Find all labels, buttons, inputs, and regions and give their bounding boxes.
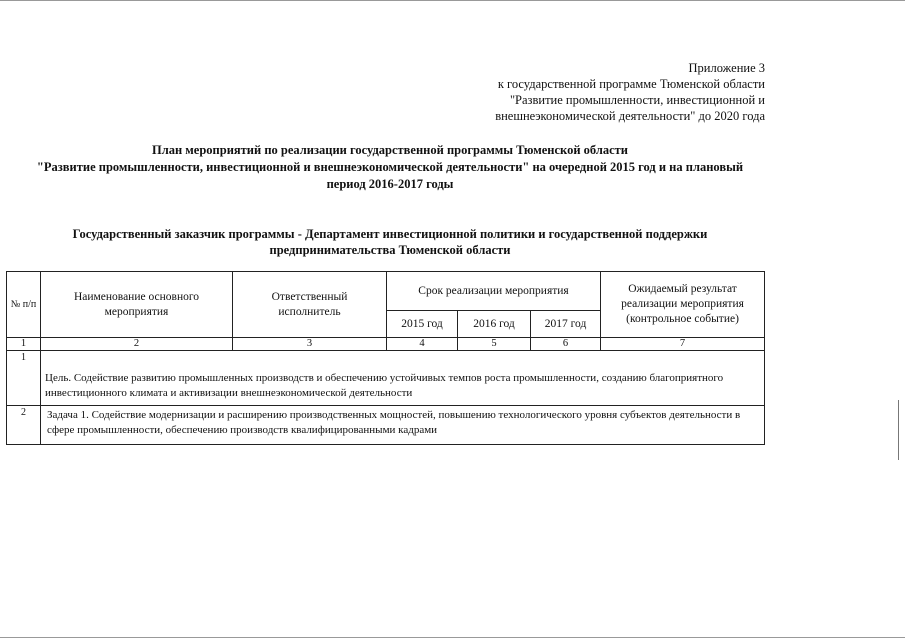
scan-mark-right (898, 400, 899, 460)
appendix-note (435, 60, 765, 124)
column-index: 6 (531, 338, 601, 351)
column-index: 3 (233, 338, 387, 351)
header-year-2016: 2016 год (458, 311, 531, 338)
header-period: Срок реализации мероприятия (387, 272, 601, 311)
goal-text: Цель. Содействие развитию промышленных производств и обеспечению устойчивых темпов роста промышленности, созданию благоприятного инвестиционного климата и активизации внешнеэкономической деятельности (41, 351, 765, 406)
column-index: 2 (41, 338, 233, 351)
header-result: Ожидаемый результат реализации мероприятия (контрольное событие) (601, 272, 765, 338)
row-number: 1 (7, 351, 41, 406)
header-year-2017: 2017 год (531, 311, 601, 338)
row-number: 2 (7, 406, 41, 445)
column-index-row (7, 338, 765, 351)
table-row (7, 351, 765, 406)
plan-table (6, 271, 765, 445)
program-customer-line-2: предпринимательства Тюменской области (269, 243, 511, 257)
column-index: 1 (7, 338, 41, 351)
appendix-line-2: к государственной программе Тюменской области (497, 77, 765, 91)
task-text: Задача 1. Содействие модернизации и расширению производственных мощностей, повышению технологического уровня субъектов деятельности в сфере промышленности, обеспечению производств квалифицированными кадрами (41, 406, 765, 445)
header-num: № п/п (7, 272, 41, 338)
column-index: 5 (458, 338, 531, 351)
column-index: 4 (387, 338, 458, 351)
appendix-line-1: Приложение 3 (688, 61, 765, 75)
column-index: 7 (601, 338, 765, 351)
header-name: Наименование основного мероприятия (41, 272, 233, 338)
plan-title-line-3: период 2016-2017 годы (326, 177, 454, 191)
appendix-line-3: "Развитие промышленности, инвестиционной и (509, 93, 765, 107)
plan-title-line-2: "Развитие промышленности, инвестиционной и внешнеэкономической деятельности" на очередной 2015 год и на плановый (36, 160, 744, 174)
header-responsible: Ответственный исполнитель (233, 272, 387, 338)
table-header-row-1 (7, 272, 765, 311)
plan-title-line-1: План мероприятий по реализации государственной программы Тюменской области (151, 143, 629, 157)
table-row (7, 406, 765, 445)
scan-edge-bottom (0, 637, 905, 638)
header-year-2015: 2015 год (387, 311, 458, 338)
program-customer-line-1: Государственный заказчик программы - Департамент инвестиционной политики и государственной поддержки (72, 227, 708, 241)
scan-edge-top (0, 0, 905, 1)
plan-title (10, 142, 770, 193)
appendix-line-4: внешнеэкономической деятельности" до 2020 года (495, 109, 765, 123)
program-customer (10, 226, 770, 258)
